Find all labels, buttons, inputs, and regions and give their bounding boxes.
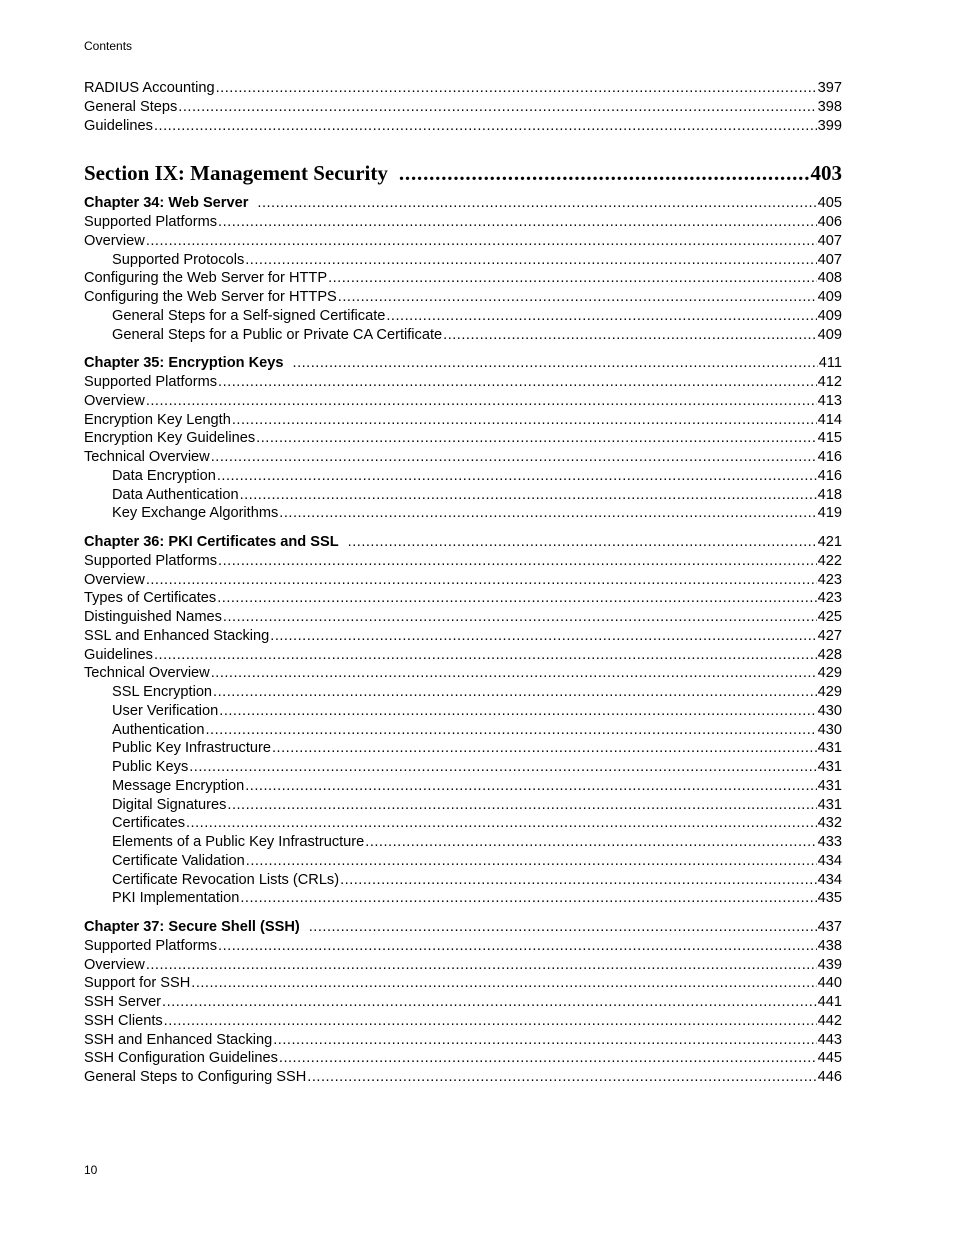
toc-entry-page: 398 xyxy=(817,98,842,115)
toc-entry-label: SSH Clients xyxy=(84,1012,163,1029)
toc-subentry[interactable] xyxy=(84,486,842,505)
dot-leader xyxy=(399,160,810,186)
toc-entry-page: 425 xyxy=(817,609,842,625)
toc-entry[interactable] xyxy=(84,974,842,993)
toc-entry-label: Certificate Revocation Lists (CRLs) xyxy=(112,871,340,888)
toc-entry-label: User Verification xyxy=(112,702,219,719)
table-of-contents xyxy=(84,79,842,1087)
toc-entry-label: Supported Platforms xyxy=(84,552,218,569)
chapter-page: 437 xyxy=(817,919,842,935)
toc-entry-page: 428 xyxy=(817,646,842,663)
dot-leader xyxy=(232,411,817,430)
toc-entry-label: RADIUS Accounting xyxy=(84,80,215,96)
dot-leader xyxy=(217,589,816,608)
toc-entry[interactable] xyxy=(84,1068,842,1087)
toc-entry-label: Overview xyxy=(84,956,145,973)
toc-entry[interactable] xyxy=(84,117,842,136)
toc-entry-label: Certificates xyxy=(112,815,185,832)
chapter-title: Chapter 37: Secure Shell (SSH) xyxy=(84,919,300,935)
toc-entry-label: Overview xyxy=(84,232,145,249)
dot-leader xyxy=(146,232,817,251)
dot-leader xyxy=(178,98,816,117)
toc-entry-page: 409 xyxy=(817,307,842,324)
toc-entry-page: 440 xyxy=(817,975,842,992)
dot-leader xyxy=(213,683,817,702)
chapter-34-group xyxy=(84,194,842,344)
dot-leader xyxy=(348,533,817,552)
toc-entry-page: 430 xyxy=(817,721,842,738)
section-page: 403 xyxy=(810,161,842,186)
chapter-title: Chapter 35: Encryption Keys xyxy=(84,355,284,372)
toc-entry-label: Guidelines xyxy=(84,117,153,134)
chapter-36-group xyxy=(84,533,842,908)
dot-leader xyxy=(146,956,817,975)
toc-entry-page: 413 xyxy=(817,392,842,409)
toc-entry-page: 409 xyxy=(817,326,842,343)
toc-entry-label: Key Exchange Algorithms xyxy=(112,505,279,522)
chapter-title: Chapter 34: Web Server xyxy=(84,195,249,212)
toc-entry[interactable] xyxy=(84,646,842,665)
chapter-page: 411 xyxy=(818,355,842,372)
toc-entry-page: 433 xyxy=(817,834,842,850)
dot-leader xyxy=(257,194,816,213)
dot-leader xyxy=(443,326,817,345)
toc-entry[interactable] xyxy=(84,937,842,956)
toc-entry-page: 406 xyxy=(817,214,842,230)
dot-leader xyxy=(189,758,816,777)
toc-entry-label: Distinguished Names xyxy=(84,609,222,625)
dot-leader xyxy=(219,702,816,721)
toc-entry-label: SSH and Enhanced Stacking xyxy=(84,1031,273,1048)
toc-entry-label: Elements of a Public Key Infrastructure xyxy=(112,834,365,850)
dot-leader xyxy=(206,721,817,740)
chapter-spacer xyxy=(84,344,842,354)
toc-entry[interactable] xyxy=(84,392,842,411)
dot-leader xyxy=(211,448,817,467)
dot-leader xyxy=(227,796,816,815)
chapter-35-group xyxy=(84,354,842,523)
running-head: Contents xyxy=(84,39,133,53)
toc-entry-label: Supported Platforms xyxy=(84,937,218,954)
toc-entry-page: 434 xyxy=(817,871,842,888)
toc-subentry[interactable] xyxy=(84,251,842,270)
toc-entry-page: 429 xyxy=(817,684,842,700)
toc-entry[interactable] xyxy=(84,288,842,307)
section-heading[interactable] xyxy=(84,160,842,186)
toc-entry-page: 419 xyxy=(817,505,842,522)
toc-entry[interactable] xyxy=(84,98,842,117)
toc-entry-page: 431 xyxy=(817,796,842,813)
dot-leader xyxy=(272,739,817,758)
toc-entry-label: Message Encryption xyxy=(112,777,245,794)
toc-entry-page: 407 xyxy=(817,251,842,268)
toc-entry-label: Public Key Infrastructure xyxy=(112,740,271,757)
toc-entry-label: Technical Overview xyxy=(84,449,210,465)
toc-entry-page: 445 xyxy=(817,1050,842,1067)
dot-leader xyxy=(164,1012,817,1031)
toc-entry-page: 434 xyxy=(817,852,842,869)
dot-leader xyxy=(191,974,816,993)
toc-entry-label: Digital Signatures xyxy=(112,796,227,813)
toc-entry-page: 431 xyxy=(817,759,842,775)
toc-subentry[interactable] xyxy=(84,758,842,777)
dot-leader xyxy=(309,918,817,937)
toc-subentry[interactable] xyxy=(84,871,842,890)
toc-entry-label: Authentication xyxy=(112,721,205,738)
toc-entry-label: General Steps to Configuring SSH xyxy=(84,1069,307,1085)
toc-subentry[interactable] xyxy=(84,739,842,758)
toc-entry-label: SSH Server xyxy=(84,994,162,1010)
toc-entry[interactable] xyxy=(84,448,842,467)
dot-leader xyxy=(245,251,816,270)
toc-entry-page: 446 xyxy=(817,1069,842,1085)
toc-entry[interactable] xyxy=(84,79,842,98)
dot-leader xyxy=(328,269,817,288)
toc-entry-page: 423 xyxy=(817,571,842,588)
dot-leader xyxy=(218,552,817,571)
toc-entry[interactable] xyxy=(84,1049,842,1068)
toc-entry-page: 397 xyxy=(817,80,842,96)
dot-leader xyxy=(386,307,816,326)
chapter-heading[interactable] xyxy=(84,918,842,937)
toc-entry-page: 422 xyxy=(817,552,842,569)
chapter-spacer xyxy=(84,908,842,918)
toc-entry[interactable] xyxy=(84,589,842,608)
toc-subentry[interactable] xyxy=(84,721,842,740)
toc-entry-page: 423 xyxy=(817,590,842,607)
toc-entry-label: Data Authentication xyxy=(112,486,239,503)
chapter-37-group xyxy=(84,918,842,1087)
toc-entry-page: 431 xyxy=(817,740,842,757)
toc-entry-label: Types of Certificates xyxy=(84,590,217,607)
dot-leader xyxy=(216,79,817,98)
toc-entry-label: General Steps for a Self-signed Certificate xyxy=(112,307,386,324)
toc-entry[interactable] xyxy=(84,571,842,590)
dot-leader xyxy=(162,993,817,1012)
toc-entry[interactable] xyxy=(84,429,842,448)
toc-entry-label: Supported Platforms xyxy=(84,214,218,230)
toc-entry-page: 432 xyxy=(817,815,842,832)
toc-entry-page: 414 xyxy=(817,411,842,428)
dot-leader xyxy=(146,571,817,590)
toc-entry-page: 416 xyxy=(817,467,842,484)
toc-entry-label: Encryption Key Length xyxy=(84,411,231,428)
chapter-title: Chapter 36: PKI Certificates and SSL xyxy=(84,534,339,550)
toc-entry-label: General Steps xyxy=(84,98,178,115)
dot-leader xyxy=(256,429,816,448)
toc-entry-page: 429 xyxy=(817,665,842,682)
toc-entry-label: Data Encryption xyxy=(112,467,216,484)
chapter-page: 421 xyxy=(817,534,842,550)
dot-leader xyxy=(240,889,816,908)
dot-leader xyxy=(186,814,817,833)
toc-subentry[interactable] xyxy=(84,833,842,852)
dot-leader xyxy=(218,213,817,232)
toc-entry-label: Certificate Validation xyxy=(112,852,245,869)
toc-entry-page: 442 xyxy=(817,1012,842,1029)
page-number: 10 xyxy=(84,1163,98,1177)
toc-entry-label: Support for SSH xyxy=(84,975,191,992)
toc-subentry[interactable] xyxy=(84,467,842,486)
toc-entry-label: SSL Encryption xyxy=(112,684,213,700)
chapter-heading[interactable] xyxy=(84,354,842,373)
dot-leader xyxy=(338,288,817,307)
section-title: Section IX: Management Security xyxy=(84,161,388,186)
toc-entry[interactable] xyxy=(84,269,842,288)
dot-leader xyxy=(307,1068,816,1087)
toc-subentry[interactable] xyxy=(84,307,842,326)
toc-entry[interactable] xyxy=(84,664,842,683)
dot-leader xyxy=(365,833,816,852)
toc-entry-page: 443 xyxy=(817,1031,842,1048)
dot-leader xyxy=(218,373,817,392)
dot-leader xyxy=(217,467,817,486)
toc-subentry[interactable] xyxy=(84,777,842,796)
toc-entry-label: SSH Configuration Guidelines xyxy=(84,1050,278,1067)
toc-entry-label: Overview xyxy=(84,392,145,409)
chapter-page: 405 xyxy=(817,195,842,212)
dot-leader xyxy=(146,392,817,411)
dot-leader xyxy=(340,871,817,890)
dot-leader xyxy=(218,937,817,956)
toc-entry-page: 430 xyxy=(817,702,842,719)
toc-entry-label: Overview xyxy=(84,571,145,588)
toc-entry[interactable] xyxy=(84,627,842,646)
dot-leader xyxy=(245,777,816,796)
dot-leader xyxy=(279,504,816,523)
toc-entry-label: SSL and Enhanced Stacking xyxy=(84,627,270,644)
toc-subentry[interactable] xyxy=(84,702,842,721)
toc-entry-label: Configuring the Web Server for HTTP xyxy=(84,270,328,287)
toc-entry-page: 441 xyxy=(817,994,842,1010)
chapter-heading[interactable] xyxy=(84,533,842,552)
toc-entry[interactable] xyxy=(84,993,842,1012)
toc-entry-page: 409 xyxy=(817,289,842,305)
toc-subentry[interactable] xyxy=(84,683,842,702)
toc-entry[interactable] xyxy=(84,552,842,571)
toc-entry-label: Configuring the Web Server for HTTPS xyxy=(84,289,337,305)
chapter-spacer xyxy=(84,523,842,533)
dot-leader xyxy=(223,608,817,627)
toc-entry-label: Supported Protocols xyxy=(112,251,245,268)
dot-leader xyxy=(246,852,817,871)
toc-subentry[interactable] xyxy=(84,796,842,815)
dot-leader xyxy=(211,664,817,683)
toc-subentry[interactable] xyxy=(84,504,842,523)
dot-leader xyxy=(293,354,818,373)
toc-entry[interactable] xyxy=(84,411,842,430)
dot-leader xyxy=(273,1031,816,1050)
toc-entry[interactable] xyxy=(84,373,842,392)
toc-subentry[interactable] xyxy=(84,852,842,871)
toc-entry[interactable] xyxy=(84,1012,842,1031)
toc-subentry[interactable] xyxy=(84,814,842,833)
toc-entry[interactable] xyxy=(84,213,842,232)
toc-entry-page: 418 xyxy=(817,486,842,503)
toc-subentry[interactable] xyxy=(84,326,842,345)
toc-entry-page: 438 xyxy=(817,937,842,954)
toc-entry-page: 439 xyxy=(817,956,842,973)
dot-leader xyxy=(270,627,816,646)
toc-entry-page: 408 xyxy=(817,270,842,287)
toc-entry-label: PKI Implementation xyxy=(112,890,240,907)
toc-prelude xyxy=(84,79,842,135)
toc-entry-label: Public Keys xyxy=(112,759,189,775)
dot-leader xyxy=(154,646,817,665)
toc-entry-page: 431 xyxy=(817,777,842,794)
toc-entry-label: Supported Platforms xyxy=(84,374,218,390)
toc-entry-page: 416 xyxy=(817,449,842,465)
dot-leader xyxy=(279,1049,817,1068)
toc-entry-page: 407 xyxy=(817,232,842,249)
dot-leader xyxy=(240,486,817,505)
toc-entry-page: 427 xyxy=(817,627,842,644)
toc-entry[interactable] xyxy=(84,232,842,251)
toc-entry[interactable] xyxy=(84,956,842,975)
toc-entry-label: Technical Overview xyxy=(84,665,210,682)
toc-entry-page: 435 xyxy=(817,890,842,907)
toc-entry-page: 415 xyxy=(817,430,842,447)
toc-entry-label: General Steps for a Public or Private CA Certificate xyxy=(112,326,443,343)
toc-entry[interactable] xyxy=(84,1031,842,1050)
toc-entry[interactable] xyxy=(84,608,842,627)
toc-entry-page: 399 xyxy=(817,117,842,134)
toc-subentry[interactable] xyxy=(84,889,842,908)
toc-entry-label: Encryption Key Guidelines xyxy=(84,430,256,447)
toc-entry-label: Guidelines xyxy=(84,646,153,663)
dot-leader xyxy=(154,117,817,136)
toc-entry-page: 412 xyxy=(817,374,842,390)
chapter-heading[interactable] xyxy=(84,194,842,213)
